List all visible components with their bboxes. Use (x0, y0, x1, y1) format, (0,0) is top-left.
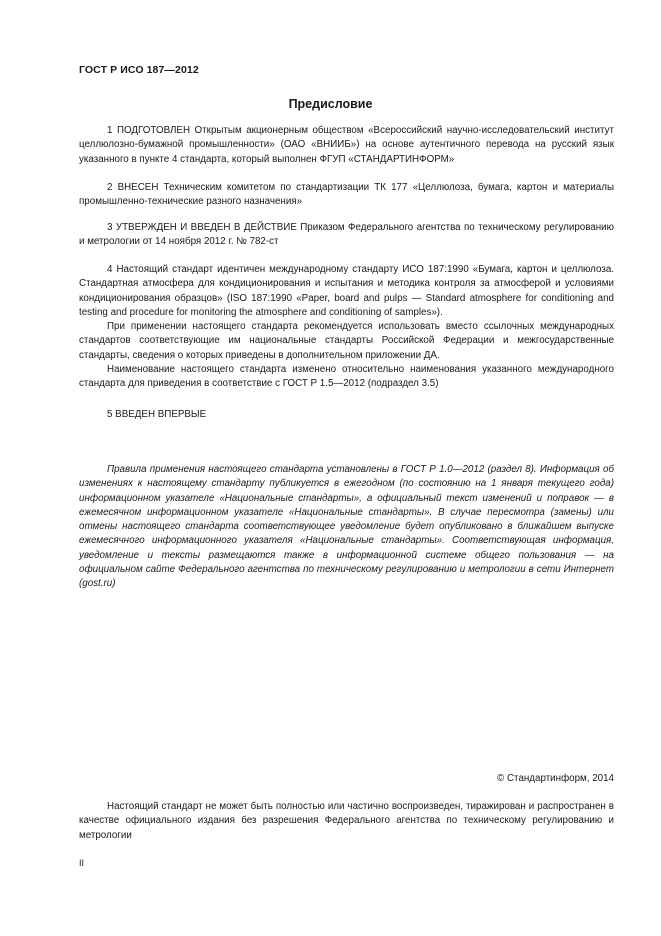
preface-title: Предисловие (288, 97, 373, 111)
page-number: II (79, 858, 85, 868)
preface-item-1 (79, 124, 614, 167)
preface-item-2 (79, 181, 614, 210)
reproduction-notice (79, 800, 614, 843)
preface-item-2-text: 2 ВНЕСЕН Техническим комитетом по стандартизации ТК 177 «Целлюлоза, бумага, картон и материалы промышленно-технические разного назначения» (79, 182, 614, 208)
preface-item-5 (79, 408, 614, 422)
preface-item-3-text: 3 УТВЕРЖДЕН И ВВЕДЕН В ДЕЙСТВИЕ Приказом Федерального агентства по техническому регулированию и метрологии от 14 ноября 2012 г. № 782-ст (79, 222, 614, 248)
preface-item-4-name-change: Наименование настоящего стандарта изменено относительно наименования указанного международного стандарта для приведения в соответствие с ГОСТ Р 1.5—2012 (подраздел 3.5) (79, 364, 614, 390)
reproduction-notice-text: Настоящий стандарт не может быть полностью или частично воспроизведен, тиражирован и распространен в качестве официального издания без разрешения Федерального агентства по техническому регулированию и метрологии (79, 801, 614, 841)
preface-item-4 (79, 263, 614, 392)
preface-item-5-text: 5 ВВЕДЕН ВПЕРВЫЕ (107, 409, 207, 420)
preface-item-3 (79, 221, 614, 250)
copyright-line: © Стандартинформ, 2014 (497, 773, 614, 784)
standard-header: ГОСТ Р ИСО 187—2012 (79, 64, 199, 76)
preface-item-4-text: 4 Настоящий стандарт идентичен международному стандарту ИСО 187:1990 «Бумага, картон и целлюлоза. Стандартная атмосфера для кондиционирования и испытания и методика контроля за атмосферой и условиями кондиционирования образцов» (ISO 187:1990 «Paper, board and pulps — Standard atmosphere for conditioning and testing and procedure for monitoring the atmosphere and conditioning of samples»). (79, 264, 614, 318)
preface-item-4-references: При применении настоящего стандарта рекомендуется использовать вместо ссылочных международных стандартов соответствующие им национальные стандарты Российской Федерации и межгосударственные стандарты, сведения о которых приведены в дополнительном приложении ДА. (79, 321, 614, 361)
application-rules-notice (79, 463, 614, 592)
preface-item-1-text: 1 ПОДГОТОВЛЕН Открытым акционерным обществом «Всероссийский научно-исследовательский институт целлюлозно-бумажной промышленности» (ОАО «ВНИИБ») на основе аутентичного перевода на русский язык указанного в пункте 4 стандарта, который выполнен ФГУП «СТАНДАРТИНФОРМ» (79, 125, 614, 165)
application-rules-text: Правила применения настоящего стандарта установлены в ГОСТ Р 1.0—2012 (раздел 8). Информация об изменениях к настоящему стандарту публикуется в ежегодном (по состоянию на 1 января текущего года) информационном указателе «Национальные стандарты», а официальный текст изменений и поправок — в ежемесячном информационном указателе «Национальные стандарты». В случае пересмотра (замены) или отмены настоящего стандарта соответствующее уведомление будет опубликовано в ближайшем выпуске ежемесячного информационного указателя «Национальные стандарты». Соответствующая информация, уведомление и тексты размещаются также в информационной системе общего пользования — на официальном сайте Федерального агентства по техническому регулированию и метрологии в сети Интернет (gost.ru) (79, 464, 614, 590)
